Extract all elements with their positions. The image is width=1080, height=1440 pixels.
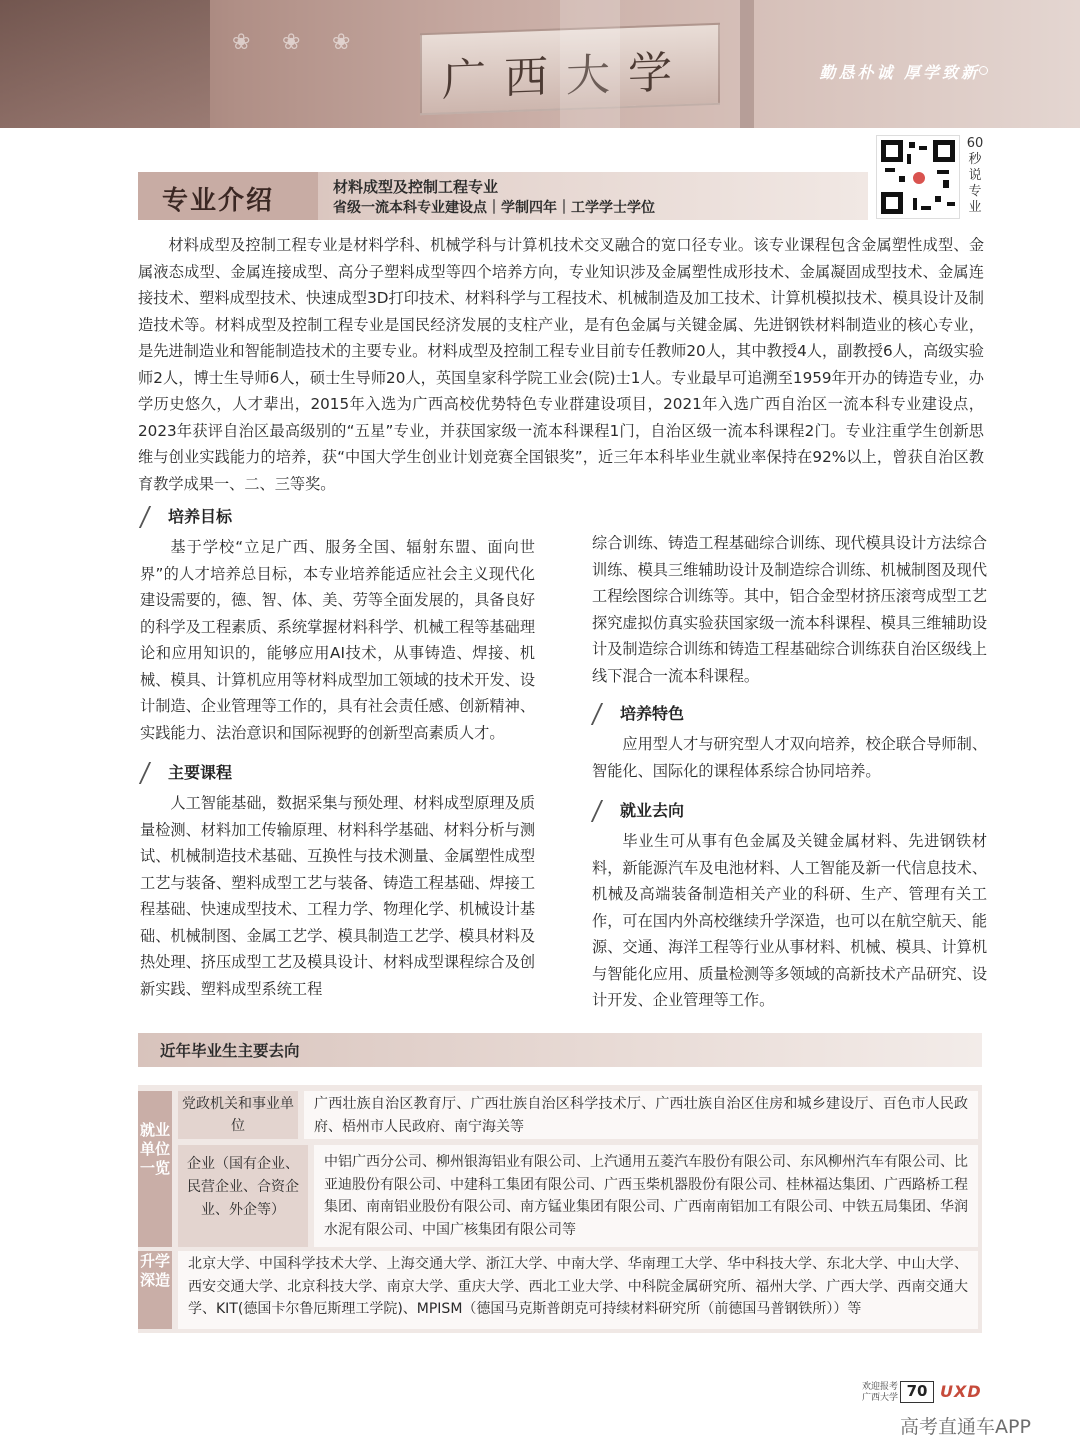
courses-title: 主要课程 xyxy=(168,762,233,782)
courses-text-continued: 综合训练、铸造工程基础综合训练、现代模具设计方法综合训练、模具三维辅助设计及制造综合训练、机械制图及现代工程绘图综合训练等。其中，铝合金型材挤压滚弯成型工艺探究虚拟仿真实验获国家级一流本科课程、模具三维辅助设计及制造综合训练和铸造工程基础综合训练获自治区级线上线下混合一流本科课程。 xyxy=(592,534,987,685)
careers-text: 毕业生可从事有色金属及关键金属材料、先进钢铁材料，新能源汽车及电池材料、人工智能及新一代信息技术、机械及高端装备制造相关产业的科研、生产、管理有关工作，可在国内外高校继续升学深造，也可以在航空航天、能源、交通、海洋工程等行业从事材料、机械、模具、计算机与智能化应用、质量检测等多领域的高新技术产品研究、设计开发、企业管理等工作。 xyxy=(592,832,987,1009)
qr-finder-icon xyxy=(881,192,903,214)
category-government: 党政机关和事业单位 xyxy=(178,1091,298,1139)
section-header xyxy=(138,172,868,220)
right-column xyxy=(592,530,987,1014)
careers-title: 就业去向 xyxy=(620,800,685,820)
major-name: 材料成型及控制工程专业 xyxy=(333,178,499,196)
footer-tagline-line: 广西大学 xyxy=(862,1393,899,1403)
category-enterprise: 企业（国有企业、民营企业、合资企业、外企等） xyxy=(178,1145,308,1247)
school-motto: 勤恳朴诚 厚学致新 xyxy=(819,63,980,82)
goals-title: 培养目标 xyxy=(168,506,233,526)
slash-icon xyxy=(139,506,163,528)
header-banner xyxy=(0,0,1080,128)
cell-study: 北京大学、中国科学技术大学、上海交通大学、浙江大学、中南大学、华南理工大学、华中科技大学、东北大学、中山大学、西安交通大学、北京科技大学、南京大学、重庆大学、西北工业大学、中科院金属研究所、福州大学、广西大学、西南交通大学、KIT(德国卡尔鲁厄斯理工学院)、MPISM（德国马克斯普朗克可持续材料研究所（前德国马普钢铁所））等 xyxy=(178,1251,978,1329)
features-title: 培养特色 xyxy=(620,703,685,723)
features-heading xyxy=(592,701,987,727)
qr-code[interactable] xyxy=(876,135,960,219)
goals-text: 基于学校“立足广西、服务全国、辐射东盟、面向世界”的人才培养总目标，本专业培养能适应社会主义现代化建设需要的，德、智、体、美、劳等全面发展的，具备良好的科学及工程素质、系统掌握材料科学、机械工程等基础理论和应用知识的，能够应用AI技术，从事铸造、焊接、机械、模具、计算机应用等材料成型加工领域的技术开发、设计制造、企业管理等工作的，具有社会责任感、创新精神、实践能力、法治意识和国际视野的创新型高素质人才。 xyxy=(140,538,535,742)
goals-heading xyxy=(140,504,535,530)
app-watermark: 高考直通车APP xyxy=(900,1416,1031,1438)
cell-government: 广西壮族自治区教育厅、广西壮族自治区科学技术厅、广西壮族自治区住房和城乡建设厅、百色市人民政府、梧州市人民政府、南宁海关等 xyxy=(304,1091,978,1139)
slash-icon xyxy=(139,762,163,784)
destinations-table xyxy=(138,1085,982,1333)
slash-icon xyxy=(591,703,615,725)
study-label-bar xyxy=(138,1251,172,1329)
footer-tagline xyxy=(862,1382,898,1404)
footer-tagline-line: 欢迎报考 xyxy=(862,1382,899,1392)
careers-heading xyxy=(592,798,987,824)
slash-icon xyxy=(591,800,615,822)
qr-center-logo-icon xyxy=(910,169,928,187)
section-label: 专业介绍 xyxy=(162,186,275,216)
decor-flower-icon: ❀ xyxy=(332,30,351,55)
decor-flower-icon: ❀ xyxy=(282,30,301,55)
destinations-title: 近年毕业生主要去向 xyxy=(160,1042,300,1060)
courses-text: 人工智能基础，数据采集与预处理、材料成型原理及质量检测、材料加工传输原理、材料科学基础、材料分析与测试、机械制造技术基础、互换性与技术测量、金属塑性成型工艺与装备、塑料成型工艺与装备、铸造工程基础、焊接工程基础、快速成型技术、工程力学、物理化学、机械设计基础、机械制图、金属工艺学、模具制造工艺学、模具材料及热处理、挤压成型工艺及模具设计、材料成型课程综合及创新实践、塑料成型系统工程 xyxy=(140,794,535,998)
destinations-header xyxy=(138,1033,982,1067)
courses-heading xyxy=(140,760,535,786)
motto-dot-icon xyxy=(979,66,988,75)
study-label: 升学深造 xyxy=(139,1252,170,1289)
cell-enterprise: 中铝广西分公司、柳州银海铝业有限公司、上汽通用五菱汽车股份有限公司、东风柳州汽车有限公司、比亚迪股份有限公司、中建科工集团有限公司、广西玉柴机器股份有限公司、桂林福达集团、广西路桥工程集团、南南铝业股份有限公司、南方锰业集团有限公司、广西南南铝加工有限公司、中铁五局集团、华润水泥有限公司、中国广核集团有限公司等 xyxy=(314,1145,978,1247)
plaque-text: 广西大学 xyxy=(442,46,690,107)
employment-label: 就业单位一览 xyxy=(139,1121,170,1177)
section-tab xyxy=(138,172,318,220)
banner-arch xyxy=(0,0,210,128)
brand-logo: UXD xyxy=(940,1382,982,1401)
banner-stripe xyxy=(560,0,620,128)
features-text: 应用型人才与研究型人才双向培养，校企联合导师制、智能化、国际化的课程体系综合协同培养。 xyxy=(592,735,987,780)
left-column xyxy=(140,504,535,1002)
decor-flower-icon: ❀ xyxy=(232,30,251,55)
banner-stripe xyxy=(740,0,754,128)
qr-label: 60秒说专业 xyxy=(966,136,984,215)
page-number: 70 xyxy=(900,1381,934,1403)
qr-finder-icon xyxy=(933,140,955,162)
major-meta: 省级一流本科专业建设点｜学制四年｜工学学士学位 xyxy=(333,200,655,216)
qr-finder-icon xyxy=(881,140,903,162)
intro-paragraph: 材料成型及控制工程专业是材料学科、机械学科与计算机技术交叉融合的宽口径专业。该专业课程包含金属塑性成型、金属液态成型、金属连接成型、高分子塑料成型等四个培养方向，专业知识涉及金属塑性成形技术、金属凝固成型技术、金属连接技术、塑料成型技术、快速成型3D打印技术、材料科学与工程技术、机械制造及加工技术、计算机模拟技术、模具设计及制造技术等。材料成型及控制工程专业是国民经济发展的支柱产业，是有色金属与关键金属、先进钢铁材料制造业的核心专业，是先进制造业和智能制造技术的主要专业。材料成型及控制工程专业目前专任教师20人，其中教授4人，副教授6人，高级实验师2人，博士生导师6人，硕士生导师20人，英国皇家科学院工业会(院)士1人。专业最早可追溯至1959年开办的铸造专业，办学历史悠久，人才辈出，2015年入选为广西高校优势特色专业群建设项目，2021年入选广西自治区一流本科专业建设点，2023年获评自治区最高级别的“五星”专业，并获国家级一流本科课程1门，自治区级一流本科课程2门。专业注重学生创新思维与创业实践能力的培养，获“中国大学生创业计划竞赛全国银奖”，近三年本科毕业生就业率保持在92%以上，曾获自治区教育教学成果一、二、三等奖。 xyxy=(138,236,984,493)
employment-label-bar xyxy=(138,1091,172,1247)
